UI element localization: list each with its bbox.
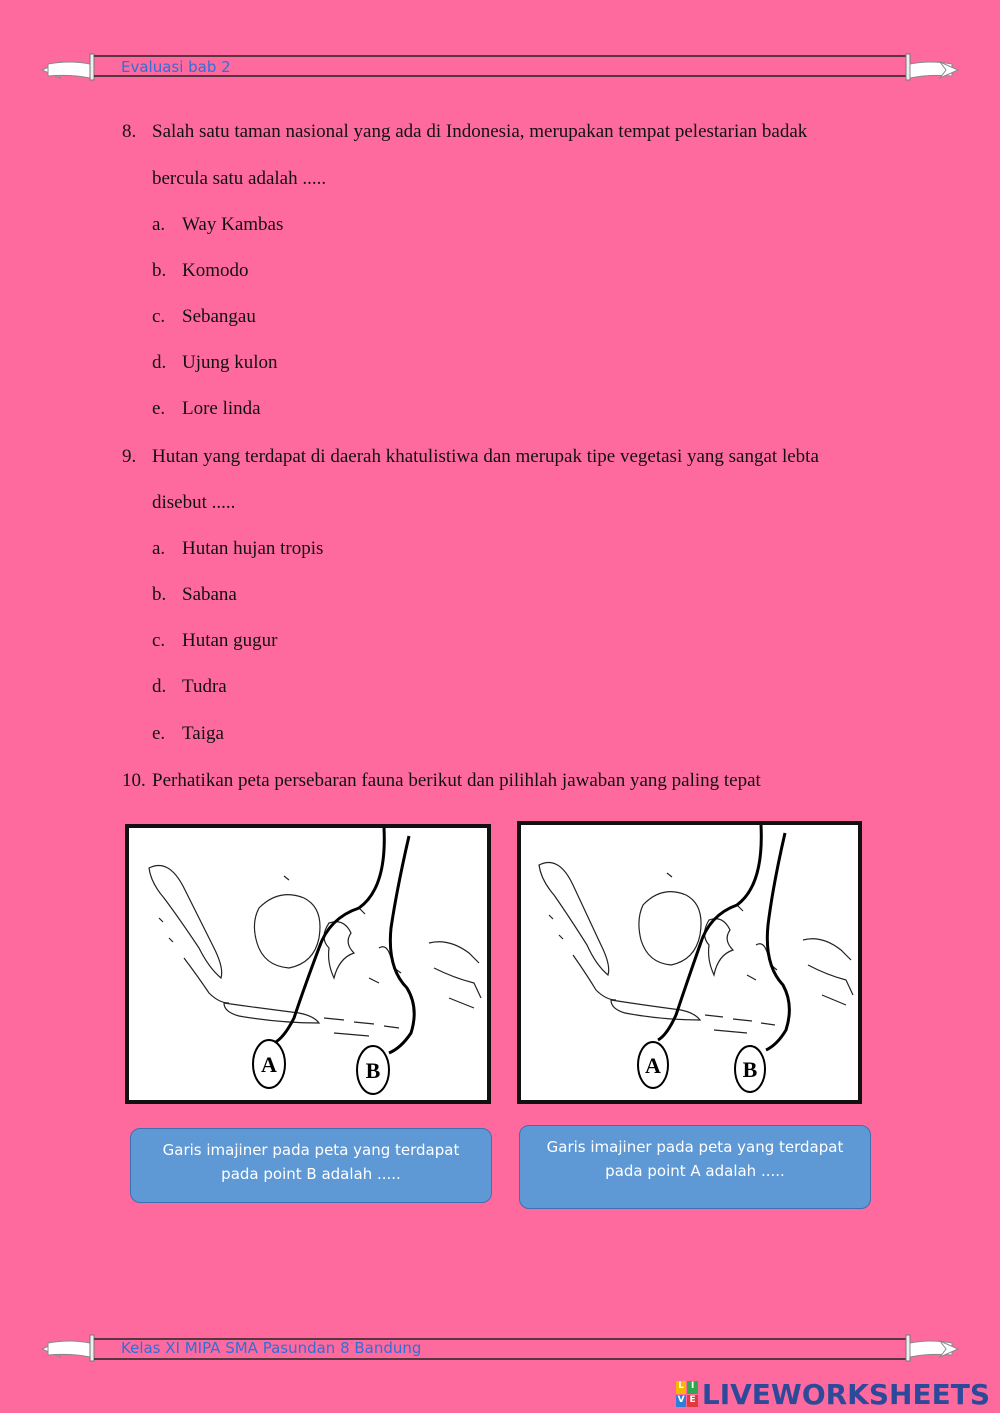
label-a: A [645,1053,661,1078]
option-text[interactable]: Taiga [182,723,224,744]
answer-prompt-line: Garis imajiner pada peta yang terdapat [546,1138,844,1156]
option-letter: e. [152,723,166,744]
option-letter: c. [152,306,166,327]
option-letter: e. [152,398,166,419]
answer-box-2[interactable] [519,1125,871,1209]
option-text[interactable]: Hutan gugur [182,630,278,651]
answer-prompt-line: Garis imajiner pada peta yang terdapat [162,1141,460,1159]
header-banner [40,48,960,88]
liveworksheets-brand [676,1377,990,1411]
map-indonesia-2 [517,821,862,1104]
option-letter: b. [152,584,167,605]
map-indonesia-1 [125,824,491,1104]
label-b: B [742,1057,758,1082]
option-letter: d. [152,352,167,373]
option-text[interactable]: Sabana [182,584,237,605]
option-text[interactable]: Ujung kulon [182,352,278,373]
answer-prompt-line: pada point A adalah ..... [605,1162,785,1180]
logo-letter: I [687,1381,698,1394]
option-letter: c. [152,630,166,651]
header-title: Evaluasi bab 2 [121,58,231,76]
option-letter: d. [152,676,167,697]
option-text[interactable]: Hutan hujan tropis [182,538,324,559]
option-text[interactable]: Lore linda [182,398,261,419]
option-letter: a. [152,538,166,559]
question-text: bercula satu adalah ..... [152,168,327,189]
option-text[interactable]: Komodo [182,260,249,281]
question-number: 10. [122,770,146,791]
question-text: Salah satu taman nasional yang ada di Indonesia, merupakan tempat pelestarian badak [152,121,808,142]
footer-text: Kelas XI MIPA SMA Pasundan 8 Bandung [121,1339,422,1357]
option-letter: b. [152,260,167,281]
logo-letter: L [676,1381,687,1394]
answer-box-1[interactable] [130,1128,492,1203]
option-text[interactable]: Way Kambas [182,214,284,235]
label-b: B [365,1058,381,1083]
logo-letter: E [687,1395,698,1408]
question-text: Hutan yang terdapat di daerah khatulistiwa dan merupak tipe vegetasi yang sangat lebta [152,446,819,467]
question-text: Perhatikan peta persebaran fauna berikut dan pilihlah jawaban yang paling tepat [152,770,761,791]
label-a: A [261,1052,277,1077]
logo-letter: V [676,1395,687,1408]
liveworksheets-logo-icon [676,1381,698,1407]
option-text[interactable]: Tudra [182,676,227,697]
option-text[interactable]: Sebangau [182,306,256,327]
footer-banner [40,1333,960,1373]
question-number: 8. [122,121,137,142]
question-text: disebut ..... [152,492,236,513]
liveworksheets-wordmark: LIVEWORKSHEETS [701,1377,990,1411]
option-letter: a. [152,214,166,235]
answer-prompt-line: pada point B adalah ..... [221,1165,401,1183]
question-number: 9. [122,446,137,467]
indonesia-map-icon [129,828,487,1100]
indonesia-map-icon [521,825,858,1100]
